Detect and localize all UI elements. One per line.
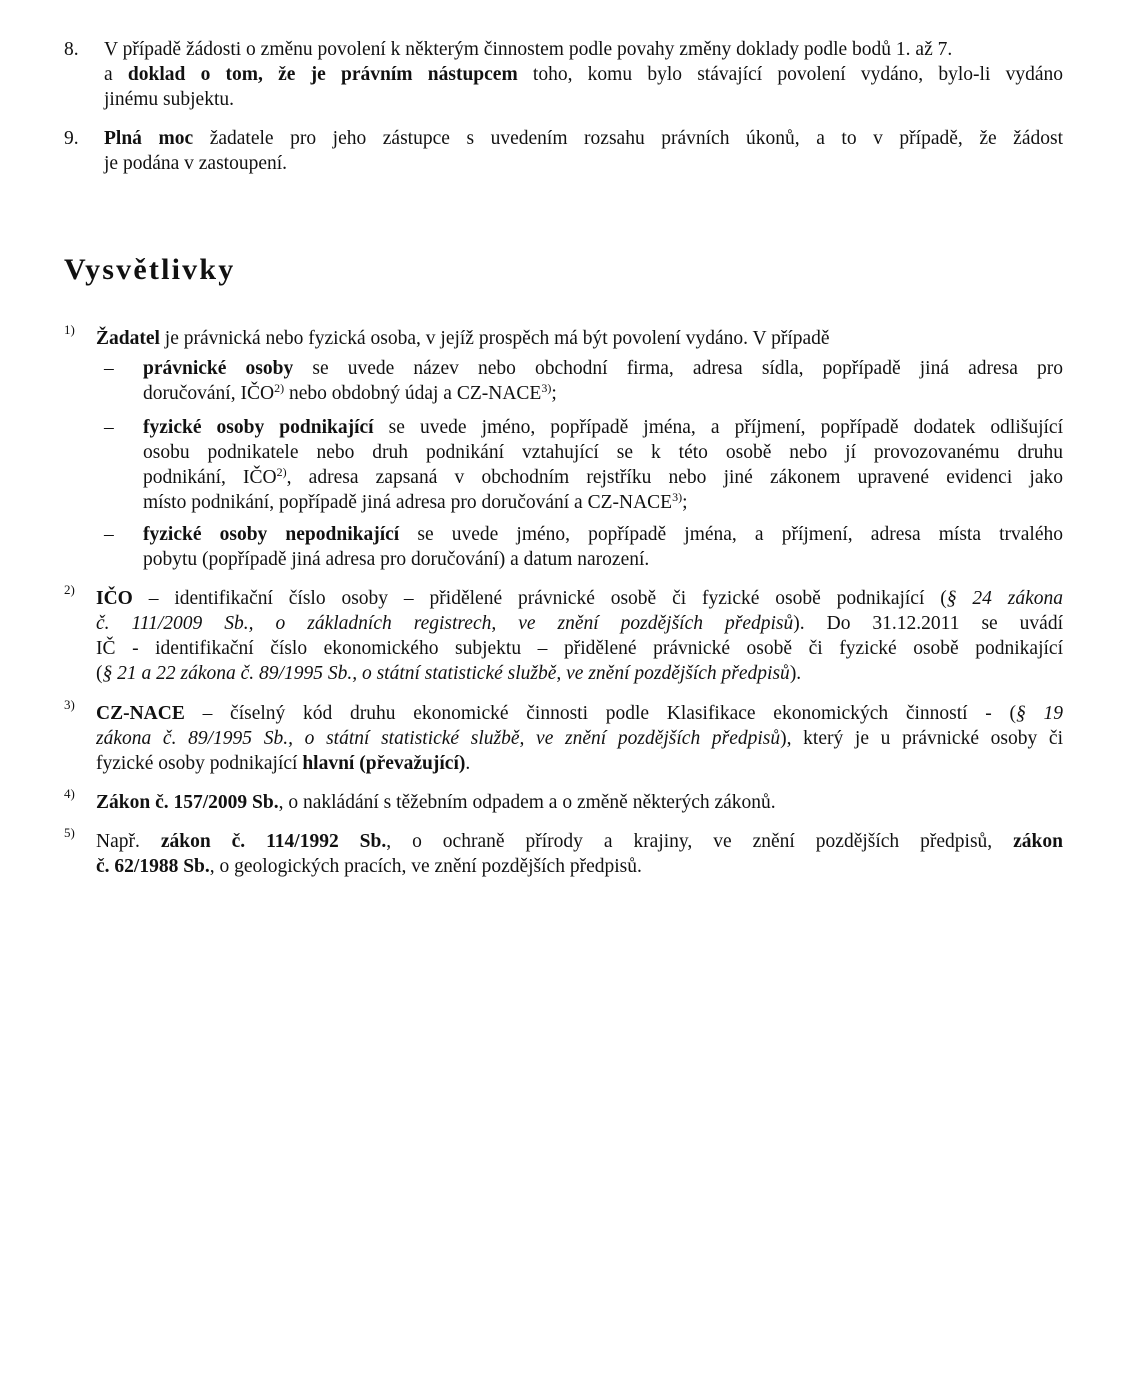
- footnote-1-bullet-2-line-2: [143, 440, 1063, 465]
- item-8-line-2: [104, 62, 1063, 87]
- text-run: ). Do 31.12.2011 se uvádí: [793, 613, 1063, 634]
- text-run: Např.: [96, 831, 161, 852]
- footnote-1-intro: [96, 326, 1063, 351]
- footnote-1-bullet-1-line-2: [143, 381, 1063, 406]
- footnote-4-line-1: [96, 790, 1063, 815]
- text-run: – číselný kód druhu ekonomické činnosti podle Klasifikace ekonomických činností - (: [184, 703, 1017, 724]
- footnote-reference: 3): [541, 381, 552, 395]
- footnote-4-mark: 4): [64, 786, 75, 801]
- text-run: a: [104, 64, 128, 85]
- text-run: místo podnikání, popřípadě jiná adresa pro doručování a CZ-NACE: [143, 492, 673, 513]
- footnote-5-line-2: [96, 854, 1063, 879]
- text-run: nebo obdobný údaj a CZ-NACE: [284, 383, 542, 404]
- footnote-reference: 3): [672, 490, 683, 504]
- text-run: , o geologických pracích, ve znění pozdějších předpisů.: [209, 856, 642, 877]
- bold-term: fyzické osoby nepodnikající: [143, 524, 400, 545]
- text-run: ), který je u právnické osoby či: [780, 728, 1063, 749]
- text-run: ;: [682, 492, 688, 513]
- bold-term: doklad o tom, že je právním nástupcem: [127, 64, 518, 85]
- text-run: toho, komu bylo stávající povolení vydáno, bylo-li vydáno: [517, 64, 1063, 85]
- bold-term: Zákon č. 157/2009 Sb.: [96, 792, 279, 813]
- legal-citation: § 24 zákona: [946, 588, 1063, 609]
- bold-term: hlavní (převažující): [302, 753, 466, 774]
- footnote-2-line-4: [96, 661, 1063, 686]
- item-8-line-3: [104, 87, 1063, 112]
- bullet-dash: –: [104, 417, 114, 438]
- text-run: IČ - identifikační číslo ekonomického subjektu – přidělené právnické osobě či fyzické osobě podnikající: [96, 638, 1063, 659]
- text-run: fyzické osoby podnikající: [96, 753, 303, 774]
- footnote-1-bullet-2-line-4: [143, 490, 1063, 515]
- item-8-line-1: [104, 37, 1063, 62]
- text-run: se uvede jméno, popřípadě jména, a příjmení, adresa místa trvalého: [399, 524, 1063, 545]
- footnote-2-line-3: [96, 636, 1063, 661]
- footnote-1-bullet-2-line-3: [143, 465, 1063, 490]
- text-run: se uvede název nebo obchodní firma, adresa sídla, popřípadě jiná adresa pro: [293, 358, 1063, 379]
- footnote-1-mark: 1): [64, 322, 75, 337]
- text-run: se uvede jméno, popřípadě jména, a příjmení, popřípadě dodatek odlišující: [373, 417, 1063, 438]
- text-run: osobu podnikatele nebo druh podnikání vztahující se k této osobě nebo jí provozovanému druhu: [143, 442, 1063, 463]
- text-run: pobytu (popřípadě jiná adresa pro doručování) a datum narození.: [143, 549, 650, 570]
- text-run: jinému subjektu.: [104, 89, 234, 110]
- footnote-5-line-1: [96, 829, 1063, 854]
- footnote-reference: 2): [274, 381, 285, 395]
- footnote-5-mark: 5): [64, 825, 75, 840]
- text-run: (: [96, 663, 103, 684]
- text-run: podnikání, IČO: [143, 467, 277, 488]
- bold-term: zákon č. 114/1992 Sb.: [160, 831, 387, 852]
- footnote-1-bullet-1-line-1: [143, 356, 1063, 381]
- footnote-1-bullet-2-line-1: [143, 415, 1063, 440]
- bullet-dash: –: [104, 358, 114, 379]
- bold-term: Žadatel: [96, 328, 160, 349]
- footnote-3-line-1: [96, 701, 1063, 726]
- text-run: ;: [551, 383, 557, 404]
- bold-term: CZ-NACE: [96, 703, 185, 724]
- footnote-1-bullet-3-line-2: [143, 547, 1063, 572]
- text-run: , o nakládání s těžebním odpadem a o změně některých zákonů.: [278, 792, 776, 813]
- text-run: je podána v zastoupení.: [104, 153, 288, 174]
- text-run: ).: [789, 663, 802, 684]
- footnote-reference: 2): [276, 465, 287, 479]
- text-run: .: [465, 753, 471, 774]
- bold-term: fyzické osoby podnikající: [143, 417, 374, 438]
- footnote-2-line-2: [96, 611, 1063, 636]
- text-run: je právnická nebo fyzická osoba, v jejíž prospěch má být povolení vydáno. V případě: [159, 328, 830, 349]
- text-run: žadatele pro jeho zástupce s uvedením rozsahu právních úkonů, a to v případě, že žádost: [193, 128, 1063, 149]
- footnote-3-mark: 3): [64, 697, 75, 712]
- section-heading: Vysvětlivky: [64, 253, 236, 286]
- legal-citation: zákona č. 89/1995 Sb., o státní statistické službě, ve znění pozdějších předpisů: [96, 728, 781, 749]
- item-9-line-2: [104, 151, 1063, 176]
- text-run: , o ochraně přírody a krajiny, ve znění pozdějších předpisů,: [386, 831, 1014, 852]
- footnote-1-bullet-3-line-1: [143, 522, 1063, 547]
- footnote-2-mark: 2): [64, 582, 75, 597]
- footnote-3-line-3: [96, 751, 1063, 776]
- text-run: , adresa zapsaná v obchodním rejstříku nebo jiné zákonem upravené evidenci jako: [286, 467, 1063, 488]
- bold-term: IČO: [96, 588, 133, 609]
- legal-citation: č. 111/2009 Sb., o základních registrech, ve znění pozdějších předpisů: [96, 613, 794, 634]
- text-run: doručování, IČO: [143, 383, 275, 404]
- bold-term: č. 62/1988 Sb.: [96, 856, 210, 877]
- footnote-2-line-1: [96, 586, 1063, 611]
- item-8-number: 8.: [64, 39, 79, 60]
- bold-term: právnické osoby: [143, 358, 294, 379]
- legal-citation: § 21 a 22 zákona č. 89/1995 Sb., o státní statistické službě, ve znění pozdějších předpisů: [102, 663, 790, 684]
- bold-term: Plná moc: [104, 128, 194, 149]
- bold-term: zákon: [1013, 831, 1063, 852]
- item-9-line-1: [104, 126, 1063, 151]
- item-9-number: 9.: [64, 128, 79, 149]
- footnote-3-line-2: [96, 726, 1063, 751]
- bullet-dash: –: [104, 524, 114, 545]
- legal-citation: § 19: [1016, 703, 1063, 724]
- text-run: V případě žádosti o změnu povolení k některým činnostem podle povahy změny doklady podle bodů 1. až 7.: [104, 39, 953, 60]
- text-run: – identifikační číslo osoby – přidělené právnické osobě či fyzické osobě podnikající (: [132, 588, 947, 609]
